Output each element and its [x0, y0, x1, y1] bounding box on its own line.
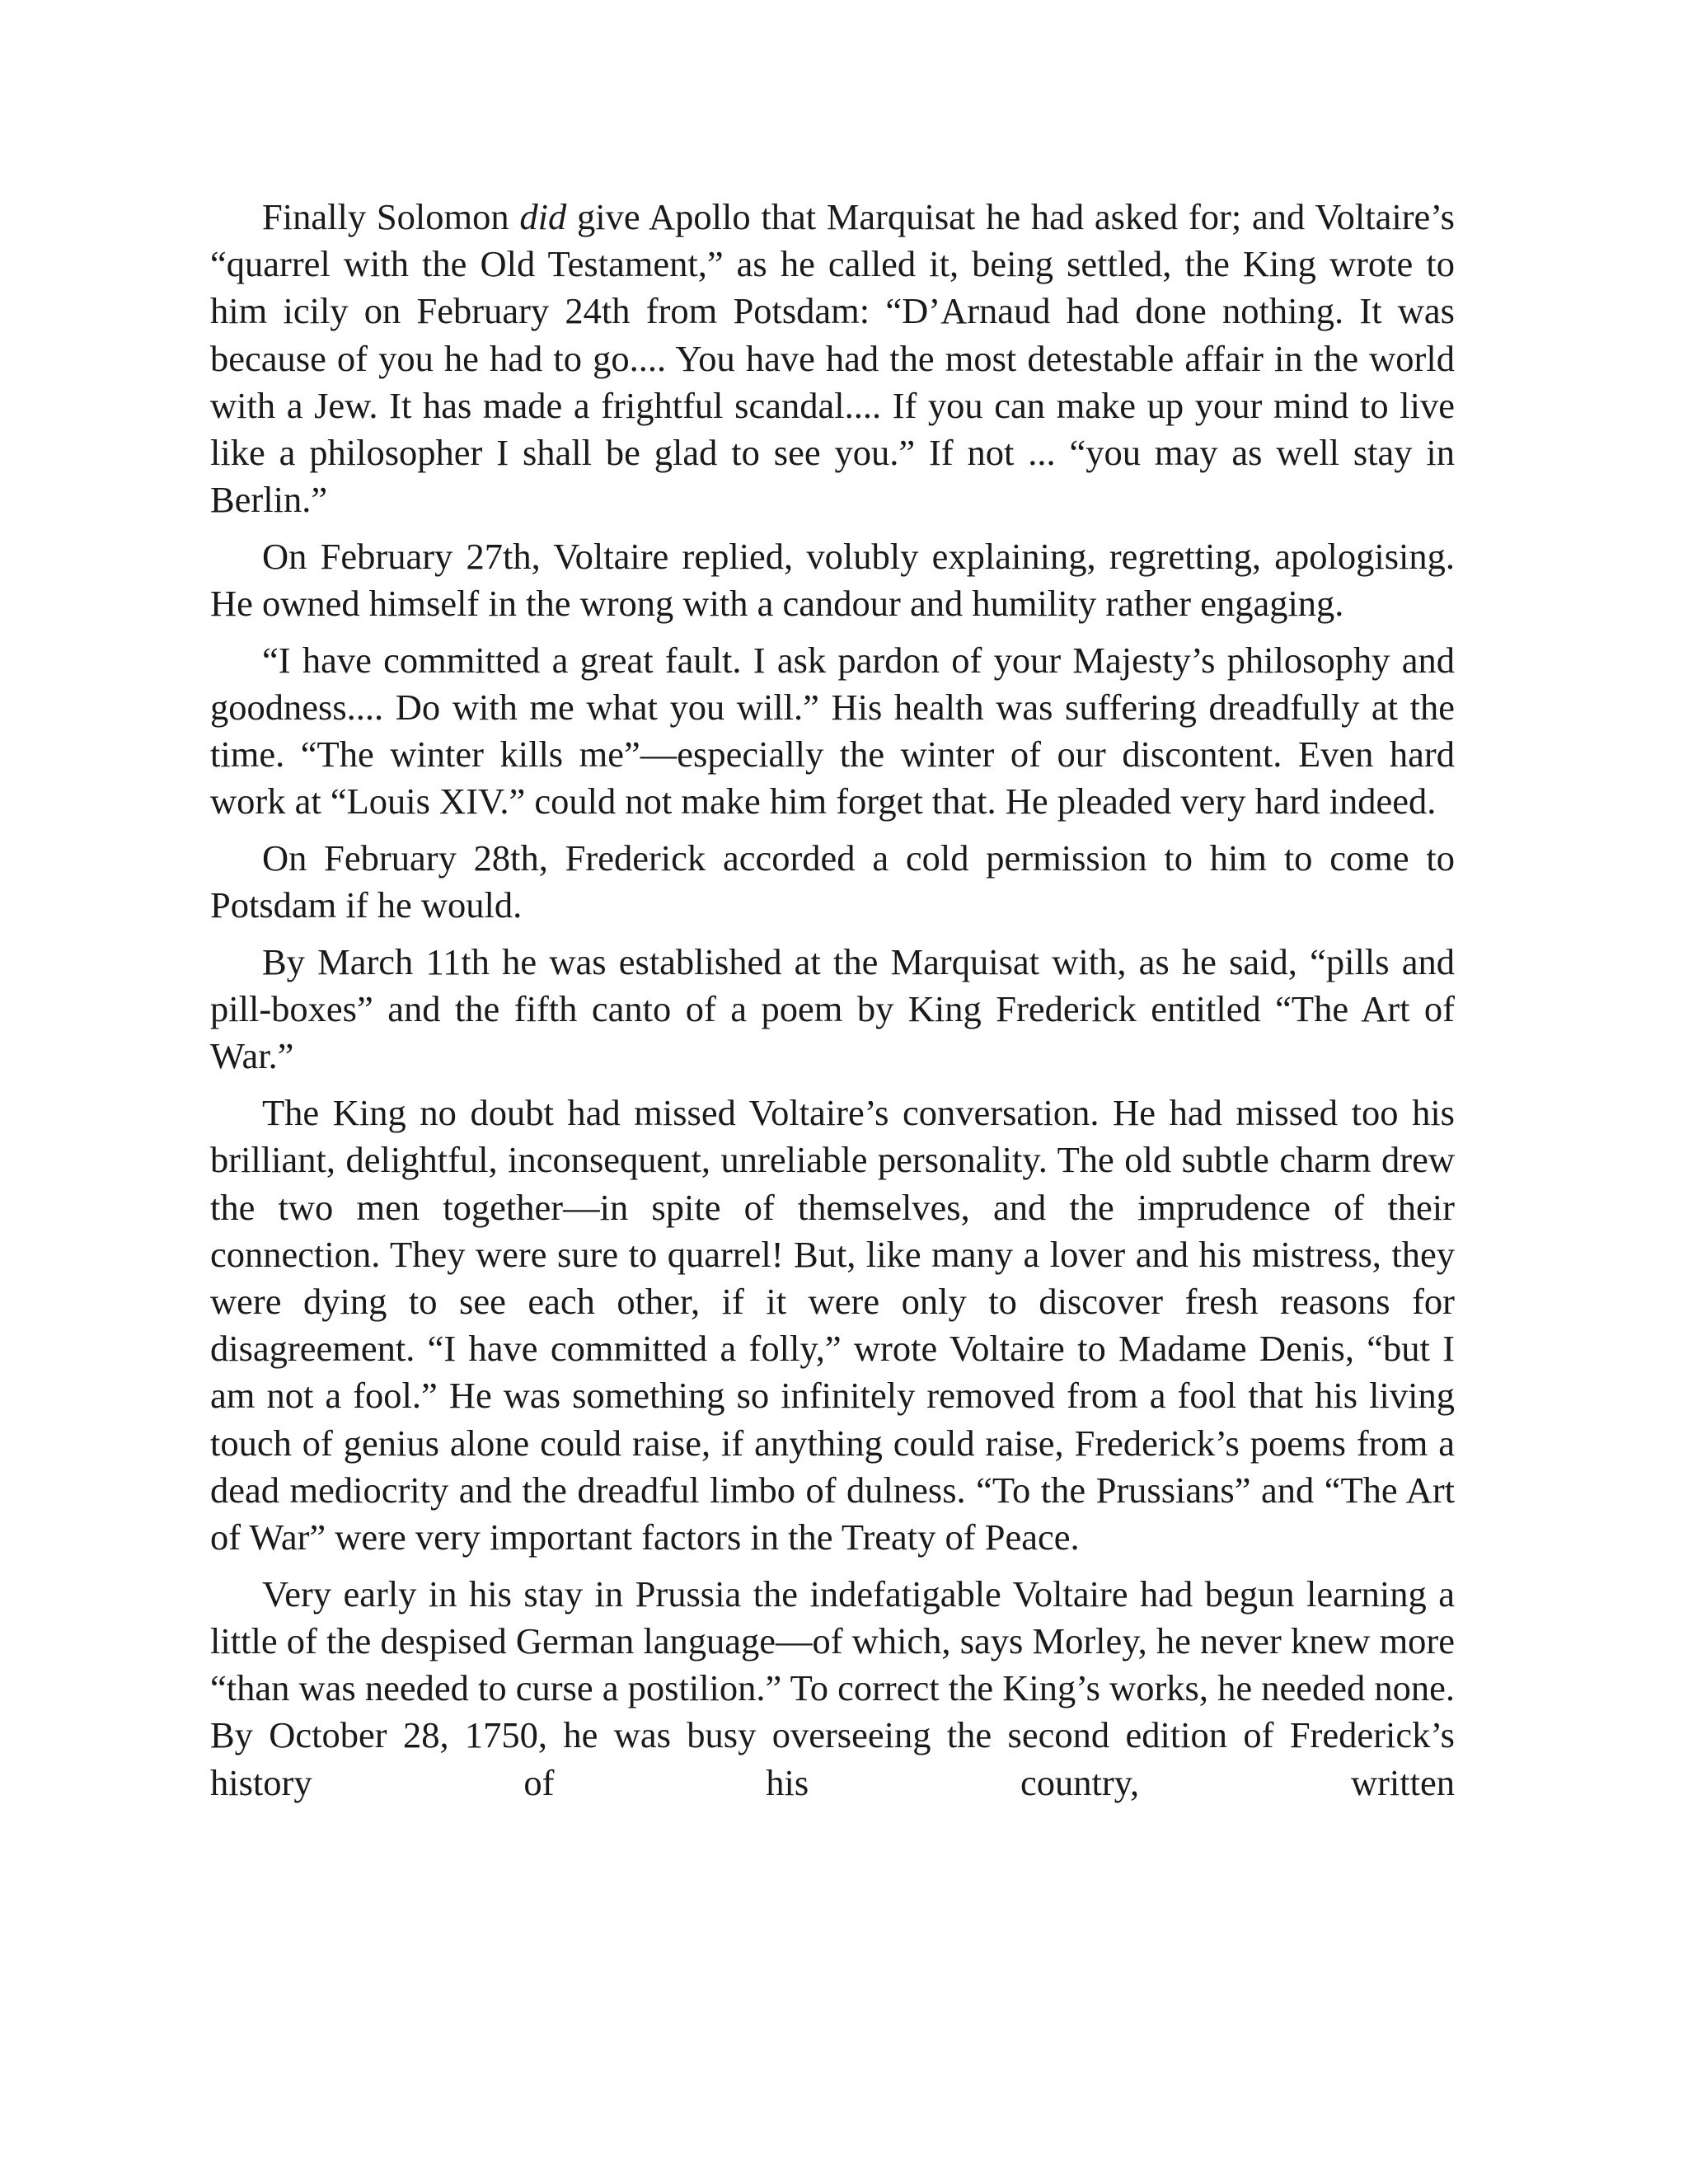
paragraph-2 — [210, 533, 1455, 627]
paragraph-text: On February 27th, Voltaire replied, volubly explaining, regretting, apologising. He owned himself in the wrong with a candour and humility rather engaging. — [210, 535, 1455, 625]
paragraph-text: “I have committed a great fault. I ask pardon of your Majesty’s philosophy and goodness.... Do with me what you will.” His health was suffering dreadfully at the time. “The winter kills me”—especially the winter of our discontent. Even hard work at “Louis XIV.” could not make him forget that. He pleaded very hard indeed. — [210, 639, 1455, 823]
paragraph-text: Very early in his stay in Prussia the indefatigable Voltaire had begun learning a little of the despised German language—of which, says Morley, he never knew more “than was needed to curse a postilion.” To correct the King’s works, he needed none. By October 28, 1750, he was busy overseeing the second edition of Frederick’s history of his country, written — [210, 1572, 1455, 1803]
paragraph-5 — [210, 939, 1455, 1080]
paragraph-4 — [210, 835, 1455, 929]
paragraph-3 — [210, 637, 1455, 826]
paragraph-7 — [210, 1571, 1455, 1807]
paragraph-text: By March 11th he was established at the Marquisat with, as he said, “pills and pill-boxes” and the fifth canto of a poem by King Frederick entitled “The Art of War.” — [210, 941, 1455, 1077]
paragraph-text: The King no doubt had missed Voltaire’s conversation. He had missed too his brilliant, delightful, inconsequent, unreliable personality. The old subtle charm drew the two men together—in spite of themselves, and the imprudence of their connection. They were sure to quarrel! But, like many a lover and his mistress, they were dying to see each other, if it were only to discover fresh reasons for disagreement. “I have committed a folly,” wrote Voltaire to Madame Denis, “but I am not a fool.” He was something so infinitely removed from a fool that his living touch of genius alone could raise, if anything could raise, Frederick’s poems from a dead mediocrity and the dreadful limbo of dulness. “To the Prussians” and “The Art of War” were very important factors in the Treaty of Peace. — [210, 1092, 1455, 1558]
paragraph-text: On February 28th, Frederick accorded a cold permission to him to come to Potsdam if he would. — [210, 837, 1455, 926]
paragraph-text: Finally Solomon — [262, 196, 520, 237]
paragraph-6 — [210, 1090, 1455, 1561]
paragraph-text: give Apollo that Marquisat he had asked for; and Voltaire’s “quarrel with the Old Testament,” as he called it, being settled, the King wrote to him icily on February 24th from Potsdam: “D’Arnaud had done nothing. It was because of you he had to go.... You have had the most detestable affair in the world with a Jew. It has made a frightful scandal.... If you can make up your mind to live like a philosopher I shall be glad to see you.” If not ... “you may as well stay in Berlin.” — [210, 196, 1455, 521]
paragraph-1 — [210, 194, 1455, 523]
emphasized-word: did — [519, 196, 567, 237]
book-page — [210, 194, 1455, 1807]
